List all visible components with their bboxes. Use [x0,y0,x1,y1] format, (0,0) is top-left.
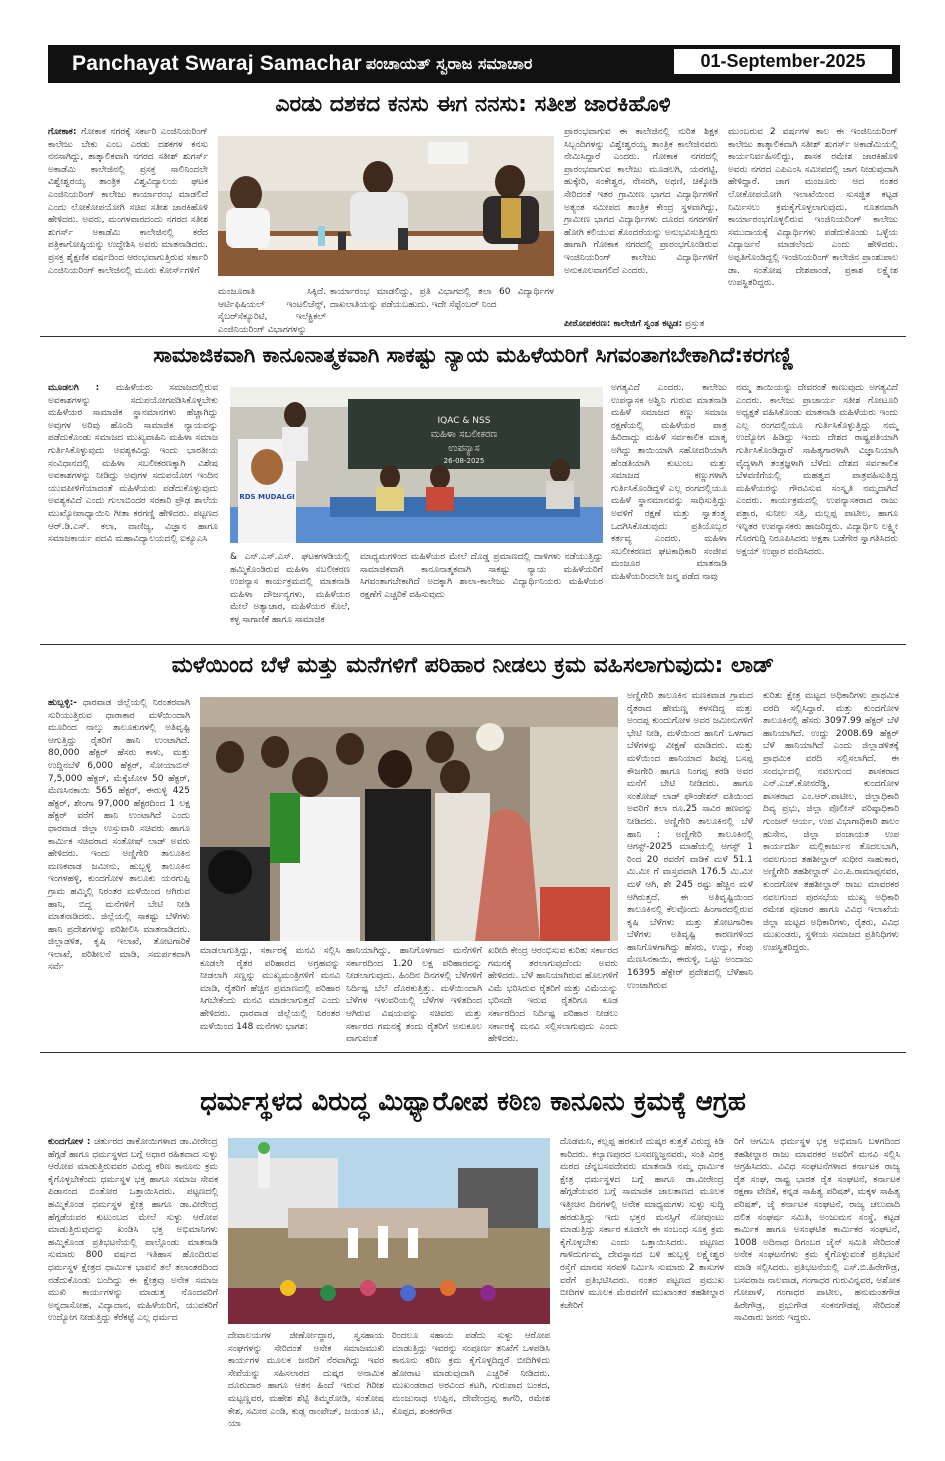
article3-col1-text: ಧಾರವಾಡ ಜಿಲ್ಲೆಯಲ್ಲಿ ನಿರಂತರವಾಗಿ ಸುರಿಯುತ್ತಿರುವ ಧಾರಾಕಾರ ಮಳೆಯಿಂದಾಗಿ ಮೂರಿಂದ ನಾಲ್ಕು ತಾಲೂಕುಗಳಲ್ಲಿ ಅತಿವೃಷ್ಟಿ ಆಗುತ್ತಿದ್ದು ರೈತರಿಗೆ ಹಾನಿ ಉಂಟಾಗಿದೆ. 80,000 ಹೆಕ್ಟರ್ ಹೆಸರು ಕಾಳು, ಮತ್ತು ಉದ್ದಿನಬೆಳೆ 6,000 ಹೆಕ್ಟರ್, ಸೋಯಾಬಿನ್ 7,5,000 ಹೆಕ್ಟರ್, ಮೆಕ್ಕೆಜೋಳ 50 ಹೆಕ್ಟರ್, ಮೆಣಸಿನಕಾಯಿ 565 ಹೆಕ್ಟರ್, ಈರುಳ್ಳಿ 425 ಹೆಕ್ಟರ್, ಶೇಂಗಾ 97,000 ಹೆಕ್ಟರದಿಂದ 1 ಲಕ್ಷ ಹೆಕ್ಟರ್ ವರೆಗೆ ಹಾನಿ ಉಂಟಾಗಿದೆ ಎಂದು ಧಾರವಾಡ ಜಿಲ್ಲಾ ಉಸ್ತುವಾರಿ ಸಚಿವರು ಹಾಗೂ ಕಾರ್ಮಿಕ ಸಚಿವರಾದ ಸಂತೋಷ್ ಲಾಡ್ ಅವರು ಹೇಳಿದರು. ಇಂದು ಅಣ್ಣಿಗೇರಿ ತಾಲೂಕಿನ ಮಣಕವಾಡ ಜಮೀನು, ಹುಬ್ಬಳ್ಳಿ ತಾಲೂಕಿನ ಇಂಗಳಹಳ್ಳಿ, ಕುಂದಗೋಳ ತಾಲೂಕು ಯರಗುಪ್ಪಿ ಗ್ರಾಮ ಹಮ್ಮಿಲ್ಲಿ ನಿರಂತರ ಮಳೆಯಿಂದ ಆಗಿರುವ ಹಾನಿ, ಬಿದ್ದ ಮನೆಗಳಿಗೆ ಬೇಟಿ ನೀಡಿ ಮಾತನಾಡಿದರು. ಜಿಲ್ಲೆಯಲ್ಲಿ ಸಾಕಷ್ಟು ಬೆಳೆಗಳು ಹಾನಿ ಪ್ರದೇಶಗಳನ್ನು ಪರಿಶೀಲಿಸಿ ಮಾತನಾಡಿದರು. ಜಿಲ್ಲಾಡಳಿತ, ಕೃಷಿ ಇಲಾಖೆ, ತೋಟಗಾರಿಕೆ ಇಲಾಖೆ, ಪರಿಶೀಲನೆ ಮಾಡಿ, ಸಮರ್ಪಕವಾಗಿ ಸರ್ವೆ [48,698,190,973]
article4-col4: ರಿಗೆ ಆಗಮಿಸಿ ಧರ್ಮಸ್ಥಳ ಭಕ್ತ ಅಭಿಮಾನಿ ಬಳಗದಿಂದ ತಹಶೀಲ್ದಾರ ರಾಜು ಮಾವರಕರ ಅವರಿಗೆ ಮನವಿ ಸಲ್ಲಿಸಿ ಆಗ್ರಹಿಸಿದರು. ವಿವಿಧ ಸಂಘಟನೆಗಳಾದ ಕರ್ನಾಟಕ ರಾಜ್ಯ ರೈತ ಸಂಘ, ರಾಷ್ಟ್ರ ಭಾರತ ರೈತ ಸಂಘಟನೆ, ಕರ್ನಾಟಕ ರಕ್ಷಣಾ ವೇದಿಕೆ, ಕನ್ನಡ ಸಾಹಿತ್ಯ ಪರಿಷತ್, ಮಕ್ಕಳ ಸಾಹಿತ್ಯ ಪರಿಷತ್, ಜೈ ಕರ್ನಾಟಕ ಸಂಘಟನೆ, ರಾಜ್ಯ ಚಲುವಾದಿ ದಲಿತ ಸಂಘರ್ಷ ಸಮಿತಿ, ಅಂಜುಮನ ಸಂಸ್ಥೆ, ಕಟ್ಟಡ ಕಾರ್ಮಿಕ ಹಾಗೂ ಅಸಂಘಟಿತ ಕಾರ್ಮಿಕರ ಸಂಘಟನೆ, 1008 ಅದಿನಾಥ ದಿಗಂಬರ ಜೈನ್ ಸಮಿತಿ ಸೇರಿದಂತೆ ಅನೇಕ ಸಂಘಟನೆಗಳು ಕ್ರಮ ಕೈಗೊಳ್ಳುವಂತೆ ಪ್ರತಿಭಟನೆ ಮಾಡಿ ಸಲ್ಲಿಸಿದರು. ಪ್ರತಿಭಟನೆಯಲ್ಲಿ ಎಸ್.ಬಿ.ಹಿರೇಗೌಡ್ರ, ಬಸವರಾಜ ನಾಲವಾಡ, ಗಂಗಾಧರ ಗುರುವಿನ್ನವರ, ಅಶೋಕ ಗೋಪಾಳೆ, ಗಂಗಾಧರ ಪಾಟೀಲ, ಹನುಮಂತಗೌಡ ಹಿರೇಗೌಡ್ರ, ಪ್ರಭುಗೌಡ ಸಂಕನಗೌಡಪ್ಪ ಸೇರಿದಂತೆ ಸಾವಿರಾರು ಜನರು ಇದ್ದರು. [734,1137,900,1324]
article1-col1 [48,126,208,326]
masthead [48,45,928,83]
article1-subhead: ಪೀಠೋಪಕರಣ: ಕಾಲೇಜಿಗೆ ಸ್ವಂತ ಕಟ್ಟಡ: [564,319,683,329]
article2-photo [230,387,603,543]
page-number: 2 [914,47,928,78]
article4-col1-text: ಚರ್ತುರದ ಡಾಕೋಯಿಗಳಾದ ಡಾ.ವೀರೇಂದ್ರ ಹೆಗ್ಗಡೆ ಹಾಗೂ ಧರ್ಮಸ್ಥಳದ ಬಗ್ಗೆ ಅಧಾರ ರಹಿತವಾದ ಸುಳ್ಳು ಆರೋಪ ಮಾಡುತ್ತಿರುವವರ ವಿರುದ್ಧ ಕಠಿಣ ಕಾನೂನು ಕ್ರಮ ಕೈಗೊಳ್ಳಬೇಕೆಂದು ಧರ್ಮಸ್ಥಳ ಭಕ್ತ ಹಾಗೂ ಸಮಾಜ ಸೇವಕ ಪಿಡಾನಂದ ಬಿಂತೋರ ಒತ್ತಾಯಿಸಿದರು. ಪಟ್ಟಣದಲ್ಲಿ ಹಮ್ಮಿಕೊಂಡ ಧರ್ಮಸ್ಥಳ ಕ್ಷೇತ್ರ ಹಾಗೂ ಡಾ.ವೀರೇಂದ್ರ ಹೆಗ್ಗಡೆಯವರ ಕುಟುಂಬದ ಮೇಲೆ ಸುಳ್ಳು ಆರೋಪ ಮಾಡುತ್ತಿರುವುದನ್ನು ಖಂಡಿಸಿ ಭಕ್ತ ಅಭಿಮಾನಿಗಳು ಹಮ್ಮಿಕೊಂಡ ಪ್ರತಿಭಟನೆಯಲ್ಲಿ ಪಾಲ್ಗೊಂಡು ಮಾತನಾಡಿ ಸುಮಾರು 800 ವರ್ಷದ ಇತಿಹಾಸ ಹೊಂದಿರುವ ಧರ್ಮಸ್ಥಳ ಕ್ಷೇತ್ರದ ಧಾರ್ಮಿಕ ಭಾವನೆ ತಲೆ ತಲಾಂತರದಿಂದ ನಡೆದುಕೊಂಡು ಬಂದಿದ್ದು ಈ ಕ್ಷೇತ್ರವು ಅನೇಕ ಸಮಾಜ ಮುಖಿ ಕಾರ್ಯಗಳನ್ನು ಮಾಡುತ್ತ ನೊಂದವರಿಗೆ ಅನ್ನದಾಸೋಹ, ವಿದ್ಯಾದಾನ, ಮಹಿಳೆಯರಿಗೆ, ಯುವಕರಿಗೆ ಉದ್ಯೋಗ ನೀಡುತ್ತಿದ್ದು ಕೆರೆಕಟ್ಟೆ ಎಲ್ಲ ಧರ್ಮದ [48,1137,218,1324]
banner-line4: 26-08-2025 [443,457,485,465]
article3-dateline: ಹುಬ್ಬಳ್ಳಿ:- [48,698,78,708]
article1-below-photo-a: ಮಂಜೂರಾತಿ ಸಿಕ್ಕಿದೆ. ಆರ್ಟಿಫಿಷಿಯಲ್ ಇಂಟಲಿಜೆನ್ಸ್, ಸೈಬರ್‌ಸೆಕ್ಯೂರಿಟಿ, ಇಲೆಕ್ಟ್ರಿಕಲ್ ಎಂಜಿನಿಯರಿಂಗ್ ವಿಭಾಗಗಳನ್ನು [218,287,326,335]
article1-col1-text: ಗೋಕಾಕ ನಗರಕ್ಕೆ ಸರ್ಕಾರಿ ಎಂಜಿನಿಯರಿಂಗ್ ಕಾಲೇಜು ಬೇಕು ಎಂಬ ಎರಡು ದಶಕಗಳ ಕನಸು ನನಸಾಗಿದ್ದು, ತಾತ್ಕಾಲಿಕವಾಗಿ ನಗರದ ಸತೀಶ್ ಶುಗರ್ಸ್ ಅಕಾಡೆಮಿ ಕಾಲೇಜಿನಲ್ಲಿ ಪ್ರಸಕ್ತ ಸಾಲಿನಿಂದಲೇ ವಿಶ್ವೇಶ್ವರಯ್ಯ ತಾಂತ್ರಿಕ ವಿಶ್ವವಿದ್ಯಾಲಯ ಘಟಕ ಎಂಜಿನಿಯರಿಂಗ್ ಕಾಲೇಜು ಕಾರ್ಯಾರಂಭ ಮಾಡಲಿದೆ ಎಂದು ಲೋಕೋಪಯೋಗಿ ಸಚಿವ ಸತೀಶ ಜಾರಕಿಹೊಳಿ ಹೇಳಿದರು. ಅವರು, ಮಂಗಳವಾರದಂದು ನಗರದ ಸತೀಶ ಶುಗರ್ಸ್ ಅಕಾಡೆಮಿ ಕಾಲೇಜಿನಲ್ಲಿ ಕರೆದ ಪತ್ರಿಕಾಗೋಷ್ಠಿಯನ್ನು ಉದ್ದೇಶಿಸಿ ಅವರು ಮಾತನಾಡಿದರು. ಪ್ರಸಕ್ತ ಶೈಕ್ಷಣಿಕ ವರ್ಷದಿಂದ ಆರಂಭವಾಗುತ್ತಿರುವ ಸರ್ಕಾರಿ ಎಂಜಿನಿಯರಿಂಗ್ ಕಾಲೇಜಿನಲ್ಲಿ ಮೂರು ಕೋರ್ಸ್‌ಗಳಿಗೆ [48,127,208,276]
banner-line3: ಉಪನ್ಯಾಸ [448,443,480,454]
article4-below-photo-a: ದೇವಾಲಯಗಳ ಜೀರ್ಣೋದ್ಧಾರ, ಸ್ವಸಹಾಯ ಸಂಘಗಳನ್ನು ಸೇರಿದಂತೆ ಅನೇಕ ಸಮಾಜಮುಖಿ ಕಾರ್ಯಗಳ ಮೂಲಕ ಜನರಿಗೆ ನೆರವಾಗಿದ್ದು ಇವರ ಸೇವೆಯನ್ನು ಸಹಿಸಲಾರದ ದುಷ್ಕರ ಅನಾಮಿಕ ದೂರುದಾರ ಹಾಗೂ ಆತನ ಹಿಂದೆ ಇರುವ ಗಿರೀಶ ಮಟ್ಟಣ್ಣವರ, ಮಹೇಶ ಶೆಟ್ಟಿ ತಿಮ್ಮರೋಡಿ, ಸಂತೋಷ ಕೇಶ, ಸಮೀರ ಎಂಡಿ, ಕುಡ್ಲ ರಾಂಪೇಜ್, ಜಯಂತ ಟಿ., ಯಾ [228,1331,384,1430]
section-divider [40,644,906,645]
article4-photo [228,1138,550,1324]
article3-below-photo-c: ಖರೀದಿ ಕೇಂದ್ರ ಆರಂಭಿಸುವ ಕುರಿತು ಸರ್ಕಾರದ ಗಮನಕ್ಕೆ ತರಲಾಗುವುದೆಂದು ಅವರು ಹೇಳಿದರು. ಬೆಳೆ ಹಾನಿಯಾಗಿರುವ ಹೊಲಗಳಿಗೆ ವಿಮೆ ಭರಿಸಿರುವ ರೈತರಿಗೆ ಮತ್ತು ವಿಮೆಯನ್ನು ಭರಿಸದೇ ಇರುವ ರೈತರಿಗೂ ಕೂಡ ಸರ್ಕಾರದಿಂದ ನಿರ್ದಿಷ್ಟ ಪರಿಹಾರ ನೀಡಲು ಸರ್ಕಾರಕ್ಕೆ ಮನವಿ ಸಲ್ಲಿಸಲಾಗುವುದು ಎಂದು ಹೇಳಿದರು. [488,946,618,1045]
article1-photo [218,136,554,276]
masthead-title-kannada: ಪಂಚಾಯತ್ ಸ್ವರಾಜ ಸಮಾಚಾರ [365,54,533,73]
banner-line1: IQAC & NSS [437,416,491,426]
article1-col3: ಪ್ರಾರಂಭವಾಗುವ ಈ ಕಾಲೇಜಿನಲ್ಲಿ ನುರಿತ ಶಿಕ್ಷಕ ಸಿಬ್ಬಂದಿಗಳನ್ನು ವಿಶ್ವೇಶ್ವರಯ್ಯ ತಾಂತ್ರಿಕ ಕಾಲೇಜಿನವರು ನೇಮಿಸಿದ್ದಾರೆ ಎಂದರು. ಗೋಕಾಕ ನಗರದಲ್ಲಿ ಪ್ರಾರಂಭವಾಗುವ ಕಾಲೇಜು ಮೂಡಲಗಿ, ಯರಗಟ್ಟಿ, ಹುಕ್ಕೇರಿ, ಸಂಕೇಶ್ವರ, ನೇಸರಗಿ, ಅಥಣಿ, ಚಿಕ್ಕೋಡಿ ಸೇರಿದಂತೆ ಇತರ ಗ್ರಾಮೀಣ ಭಾಗದ ವಿದ್ಯಾರ್ಥಿಗಳಿಗೆ ಅತ್ಯಂತ ಸಮೀಪದ ತಾಂತ್ರಿಕ ಕೇಂದ್ರ ಸ್ಥಳವಾಗಿದ್ದು, ಗ್ರಾಮೀಣ ಭಾಗದ ವಿದ್ಯಾರ್ಥಿಗಳು ದೂರದ ನಗರಗಳಿಗೆ ಹೋಗಿ ಕಲಿಯುವ ತೊಂದರೆಯನ್ನು ಅನುಭವಿಸುತ್ತಿದ್ದರು ಹಾಗಾಗಿ ಗೋಕಾಕ ನಗರದಲ್ಲಿ ಪ್ರಾರಂಭಗೊಂಡಿರುವ ಇಂಜಿನಿಯರಿಂಗ್ ಕಾಲೇಜು ವಿದ್ಯಾರ್ಥಿಗಳಿಗೆ ಅನುಕೂಲವಾಗಲಿದೆ ಎಂದರು. [564,127,718,276]
article4-col1 [48,1136,218,1431]
banner-line2: ಮಹಿಳಾ ಸಬಲೀಕರಣ [430,429,498,440]
article3-col4: ಕುರಿತು ಕ್ಷೇತ್ರ ಮಟ್ಟದ ಅಧಿಕಾರಿಗಳು ಪ್ರಾಥಮಿಕ ವರದಿ ಸಲ್ಲಿಸಿದ್ದಾರೆ. ಮತ್ತು ಕುಂದಗೋಳ ತಾಲೂಕಿನಲ್ಲಿ ಹೆಸರು 3097.99 ಹೆಕ್ಟರ್ ಬೆಳೆ ಹಾನಿಯಾಗಿದೆ. ಉದ್ದು 2008.69 ಹೆಕ್ಟರ್ ಬೆಳೆ ಹಾನಿಯಾಗಿದೆ ಎಂದು ಜಿಲ್ಲಾಡಳಿತಕ್ಕೆ ಪ್ರಾಥಮಿಕ ವರದಿ ಸಲ್ಲಿಸಲಾಗಿದೆ. ಈ ಸಂದರ್ಭದಲ್ಲಿ ನವಲಗುಂದ ಶಾಸಕರಾದ ಎನ್.ಎಚ್.ಕೋನರೆಡ್ಡಿ, ಕುಂದಗೋಳ ಶಾಸಕರಾದ ಎಂ.ಆರ್.ಪಾಟೀಲ, ಜಿಲ್ಲಾಧಿಕಾರಿ ದಿವ್ಯ ಪ್ರಭು, ಜಿಲ್ಲಾ ಪೊಲೀಸ್ ವರಿಷ್ಠಾಧಿಕಾರಿ ಗುಂಜನ್ ಆರ್ಯ, ಉಪ ವಿಭಾಗಾಧಿಕಾರಿ ಶಾಲಂ ಹುಸೇನ, ಜಿಲ್ಲಾ ಪಂಚಾಯತ ಉಪ ಕಾರ್ಯದರ್ಶಿ ಮಲ್ಲಿಕಾರ್ಜುನ ತೊದಲಬಾಗಿ, ನವಲಗುಂದ ತಹಶೀಲ್ದಾರ್ ಸುಧೀರ ಸಾಹುಕಾರ, ಅಣ್ಣಿಗೇರಿ ತಹಶೀಲ್ದಾರ್ ಎಂ.ಪಿ.ರಾಮಾಪ್ಪನವರ, ಕುಂದಗೋಳ ತಹಶೀಲ್ದಾರ್ ರಾಜು ಮಾವರಕರ ನವಲಗುಂದ ಪುರಸಭೆಯ ಮುಖ್ಯ ಅಧಿಕಾರಿ ರಮೇಶ ಪೂಜಾರ ಹಾಗೂ ವಿವಿಧ ಇಲಾಖೆಯ ಜಿಲ್ಲಾ ಮಟ್ಟದ ಅಧಿಕಾರಿಗಳು, ರೈತರು, ವಿವಿಧ ಮುಖಂಡರು, ಸ್ಥಳೀಯ ಸಮಾಜದ ಪ್ರತಿನಿಧಿಗಳು ಉಪಸ್ಥಿತರಿದ್ದರು. [763,691,899,953]
article3-photo [200,697,618,941]
article2-headline: ಸಾಮಾಜಿಕವಾಗಿ ಕಾನೂನಾತ್ಮಕವಾಗಿ ಸಾಕಷ್ಟು ನ್ಯಾಯ ಮಹಿಳೆಯರಿಗೆ ಸಿಗವಂತಾಗಬೇಕಾಗಿದೆ:ಕರಗಣ್ಣಿ [153,343,793,367]
article3-headline: ಮಳೆಯಿಂದ ಬೆಳೆ ಮತ್ತು ಮನೆಗಳಿಗೆ ಪರಿಹಾರ ನೀಡಲು ಕ್ರಮ ವಹಿಸಲಾಗುವುದು: ಲಾಡ್ [171,653,775,678]
article1-col3-tail: ಪ್ರಸ್ತುತ [685,319,705,329]
article1-col4: ಮುಂಬರುವ 2 ವರ್ಷಗಳ ಕಾಲ ಈ ಇಂಜಿನಿಯರಿಂಗ್ ಕಾಲೇಜು ತಾತ್ಕಾಲಿಕವಾಗಿ ಸತೀಶ್ ಶುಗರ್ಸ್ ಅಕಾಡೆಮಿಯಲ್ಲಿ ಕಾರ್ಯನಿರ್ವಹಿಸಲಿದ್ದು, ಶಾಸಕ ರಮೇಶ ಜಾರಕಿಹೊಳಿ ಅವರು ನಗರದ ಎಪಿಎಂಸಿ ಸಮೀಪದಲ್ಲಿ ಜಾಗ ನೀಡುವುದಾಗಿ ಹೇಳಿದ್ದಾರೆ. ಜಾಗ ಮಂಜೂರು ಆದ ನಂತರ ಲೋಕೋಪಯೋಗಿ ಇಲಾಖೆಯಿಂದ ಸುಸಜ್ಜಿತ ಕಟ್ಟಡ ನಿರ್ಮಿಸಲು ಕ್ರಮಕೈಗೊಳ್ಳಲಾಗುವುದು. ನೂತನವಾಗಿ ಕಾರ್ಯಾರಂಭಗೊಳ್ಳಲಿರುವ ಇಂಜಿನಿಯರಿಂಗ್ ಕಾಲೇಜು ಸಮುದಾಯಕ್ಕೆ ವಿದ್ಯಾರ್ಥಿಗಳು ಪಡೆದುಕೊಂಡು ಒಳ್ಳೆಯ ವಿದ್ಯಾರ್ಜನೆ ಮಾಡಲೆಂದು ಎಂದು ಹೇಳಿದರು. ಅಪ್ಪತಿಗೊಂಡಿದ್ದಲ್ಲಿ ಇಂಜಿನಿಯರಿಂಗ್ ಕಾಲೇಜಿನ ಪ್ರಾಂಶುಪಾಲ ಡಾ. ಸಂತೋಷ ದೇಶಪಾಂಡೆ, ಪ್ರಕಾಶ ಲಕ್ಷ್ಮೇಶ ಉಪಸ್ಥಿತರಿದ್ದರು. [728,127,898,289]
issue-date: 01-September-2025 [674,49,892,74]
article2-col4: ನಮ್ಮ ತಾಯಿಯನ್ನು ದೇವರಂತೆ ಕಾಣುವುದು ಅಗತ್ಯವಿದೆ ಎಂದರು. ಕಾಲೇಜು ಪ್ರಾಚಾರ್ಯ ಸತೀಶ ಗೋಟೂರಿ ಅಧ್ಯಕ್ಷತೆ ವಹಿಸಿಕೊಂಡು ಮಾತನಾಡಿ ಮಹಿಳೆಯರು ಇಂದು ಎಲ್ಲ ರಂಗದಲ್ಲಿಯೂ ಗುರ್ತಿಸಿಕೊಳ್ಳುತ್ತಿದ್ದು ನಮ್ಮ ಉದ್ಯೋಗ ಹಿಡಿದ್ದು ಇಂದು ದೇಶದ ರಾಷ್ಟ್ರಪತಿಯಾಗಿ ಗುರ್ತಿಸಿಕೊಂಡಿದ್ದಾರೆ ಸಾಹಿತ್ಯಗಾರಳಾಗಿ ವಿಜ್ಞಾನಿಯಾಗಿ ವೈದ್ಯಳಾಗಿ ತಂತ್ರಜ್ಞಳಾಗಿ ಬೆಳೆದು ದೇಶದ ಸರ್ವಕಾಲಿಕ ಬೆಳವಣಿಗೆಯಲ್ಲಿ ಮಹತ್ವದ ಪಾತ್ರವಹಿಸುತ್ತಿದ್ದ ಮಹಿಳೆಯರನ್ನು ಗೌರವಿಸುವ ಸಂಸ್ಕೃತಿ ನಮ್ಮದಾಗಿದೆ ಎಂದರು. ಕಾರ್ಯಕ್ರಮದಲ್ಲಿ ಉಪನ್ಯಾಸಕರಾದ ರಾಜು ಪತ್ತಾರ, ಸುನೀಲ ಸತ್ತಿ, ಮಲ್ಲಪ್ಪ ಪಾಟೀಲ, ಹಾಗೂ ಇನ್ನಿತರ ಉಪನ್ಯಾಸಕರು ಹಾಜರಿದ್ದರು. ವಿದ್ಯಾರ್ಥಿನಿ ಲಕ್ಷ್ಮೀ ಗೊರಗುದ್ದಿ ನಿರೂಪಿಸಿದರು ಅಕ್ಷತಾ ಬಡೆಗೇರ ಸ್ವಾಗತಿಸಿದರು ಅಕ್ಷಯ್ ಉಪ್ಪಾರ ವಂದಿಸಿದರು. [736,383,898,557]
article1-col3-tail-line [564,318,718,331]
article3-col3: ಅಣ್ಣಿಗೇರಿ ತಾಲೂಕಿನ ಮಣಕವಾಡ ಗ್ರಾಮದ ರೈತರಾದ ಹೇಮಣ್ಣ ಕಳಸದಿದ್ದ ಮತ್ತು ಅಂದಪ್ಪ ಕುಂದುಗೋಳ ಅವರ ಜಮೀನುಗಳಿಗೆ ಭೇಟಿ ನೀಡಿ, ಮಳೆಯಿಂದ ಹಾನಿಗೆ ಒಳಗಾದ ಬೆಳೆಗಳನ್ನು ವೀಕ್ಷಣೆ ಮಾಡಿದರು. ಮತ್ತು ಮಳೆಯಿಂದ ಹಾನಿಯಾದ ಶಿವಪ್ಪ ಬಸಪ್ಪ ಕೌಜಗೇರಿ ಹಾಗೂ ನಿಂಗಪ್ಪ ಕರಡಿ ಅವರ ಮನೆಗೆ ಬೇಟಿ ನೀಡಿದರು. ಹಾಗೂ ಸಂತೋಷ್ ಲಾಡ್ ಫೌಂಡೇಶನ್ ವತಿಯಿಂದ ಅವರಿಗೆ ತಲಾ ರೂ.25 ಸಾವಿರ ಹಣವನ್ನು ನೀಡಿದರು. ಅಣ್ಣಿಗೇರಿ ತಾಲೂಕಿನಲ್ಲಿ ಬೆಳೆ ಹಾನಿ : ಅಣ್ಣಿಗೇರಿ ತಾಲೂಕಿನಲ್ಲಿ ಆಗಸ್ಟ್-2025 ಮಾಹೆಯಲ್ಲಿ ಆಗಸ್ಟ್ 1 ರಿಂದ 20 ರವರೆಗೆ ವಾಡಿಕೆ ಮಳೆ 51.1 ಮಿ.ಮೀ ಗೆ ವಾಸ್ತವವಾಗಿ 176.5 ಮಿ.ಮೀ ಮಳೆ ಆಗಿ, ಶೇ 245 ರಷ್ಟು ಹೆಚ್ಚಿನ ಮಳೆ ಆಗಿರುತ್ತದೆ. ಈ ಅತಿವೃಷ್ಟಿಯಿಂದ ತಾಲೂಕಿನಲ್ಲಿ ಕೆಲವೊಂದು ಹಿಂಗಾರದಲ್ಲಿರುವ ಕೃಷಿ ಬೆಳೆಗಳು ಮತ್ತು ತೋಟಗಾರಿಕಾ ಬೆಳೆಗಳು ಅತಿವೃಷ್ಟಿ ಕಾರಣಗಳಿಂದ ಹಾನಿಗೊಳಗಾಗಿದ್ದು ಹೆಸರು, ಉದ್ದು, ಕೆಂಪು ಮೆಣಸಿನಕಾಯಿ, ಈರುಳ್ಳಿ, ಒಟ್ಟು ಅಂದಾಜು 16395 ಹೆಕ್ಟೇರ್ ಪ್ರದೇಶದಲ್ಲಿ ಬೆಳೆಹಾನಿ ಉಂಟಾಗಿರುವ [627,691,753,991]
article1-headline: ಎರಡು ದಶಕದ ಕನಸು ಈಗ ನನಸು: ಸತೀಶ ಜಾರಕಿಹೊಳಿ [275,92,671,117]
article3-col1 [48,697,190,1032]
section-divider [40,1052,906,1053]
article2-below-photo-a: & ಎನ್.ಎಸ್.ಎಸ್. ಘಟಕಗಳಡಿಯಲ್ಲಿ ಹಮ್ಮಿಕೊಂಡಿರುವ ಮಹಿಳಾ ಸಬಲೀಕರಣ ಉಪನ್ಯಾಸ ಕಾರ್ಯಕ್ರಮದಲ್ಲಿ ಮಾತನಾಡಿ ಮಹಿಳಾ ದೌರ್ಜನ್ಯಗಳು, ಮಹಿಳೆಯರ ಮೇಲೆ ಅತ್ಯಾಚಾರ, ಮಹಿಳೆಯರ ಕೊಲೆ, ಕಳ್ಳ ಸಾಗಾಣಿಕೆ ಹಾಗೂ ಸಾಮಾಜಿಕ [230,552,350,625]
section-divider [40,336,906,337]
podium-label: RDS MUDALGI [239,493,295,501]
article4-below-photo-b: ರಿಂದಲೂ ಸಹಾಯ ಪಡೆದು ಸುಳ್ಳು ಆರೋಪ ಮಾಡುತ್ತಿದ್ದು ಇವರನ್ನು ಸಂಪೂರ್ಣ ತನಿಖೆಗೆ ಒಳಪಡಿಸಿ ಕಾನೂನು ಕಠಿಣ ಕ್ರಮ ಕೈಗೊಳ್ಳದಿದ್ದರೆ ಬೀದಿಗಿಳಿದು ಹೋರಾಟ ಮಾಡುವುದಾಗಿ ಎಚ್ಚರಿಕೆ ನೀಡಿದರು. ಮುಖಂಡರಾದ ಅರವಿಂದ ಕಟಗಿ, ಗುರುಪಾದ ಬಂಕದ, ಮಂಜುನಾಥ ಉಪ್ಪಿನ, ದೇವೇಂದ್ರಪ್ಪ ಕಾಗೆರಿ, ರಮೇಶ ಕೊಪ್ಪದ, ಶಂಕರಗೌಡ [392,1331,550,1417]
article1-dateline: ಗೋಕಾಕ: [48,127,77,137]
article2-col1-text: ಮಹಿಳೆಯರು ಸಮಾಜದಲ್ಲಿರುವ ಅವಕಾಶಗಳನ್ನು ಸದುಪಯೋಗಪಡಿಸಿಕೊಳ್ಳಬೇಕು ಮಹಿಳೆಯರ ಸಾಮಾಜಿಕ ಸ್ಥಾನಮಾನಗಳು ಹೆಚ್ಚಾಗಿದ್ದು ಅವುಗಳ ಅರಿವು ಹೊಂದಿ ಸಾಮಾಜಿಕ ನ್ಯಾಯವನ್ನು ಪಡೆದುಕೊಂಡು ಸಮಾಜದ ಮುಖ್ಯವಾಹಿನಿ ಮಹಿಳಾ ಸಮಾಜ ಗುರ್ತಿಸಿಕೊಳ್ಳುವುದು ಅವಶ್ಯಕವಿದ್ದು ಇಂದು ಭಾರತೀಯ ಸಂವಿಧಾನದಲ್ಲಿ ಮಹಿಳಾ ಸಬಲೀಕರಣಕ್ಕಾಗಿ ವಿಶೇಷ ಅವಕಾಶಗಳನ್ನು ನೀಡಿದ್ದು ಅವುಗಳ ಸದುಪಯೋಗ ಇಂದಿನ ಯುವಪೀಳಿಗೆಯಾದಂತೆ ಮಹಿಳೆಯರು ಪಡೆದುಕೊಳ್ಳುವುದು ಅವಶ್ಯಕವಿದೆ ಎಂದು ಗುಲಾಬಿಂದರ ಸರಕಾರಿ ಪ್ರೌಢ ಶಾಲೆಯ ಮುಖ್ಯೋಪಾಧ್ಯಾಯಿನಿ ಗೀತಾ ಕರಗಣ್ಣಿ ಹೇಳಿದರು. ಪಟ್ಟಣದ ಆರ್.ಡಿ.ಎಸ್. ಕಲಾ, ವಾಣಿಜ್ಯ, ವಿಜ್ಞಾನ ಹಾಗೂ ಸಮಾಜಕಾರ್ಯ ಪದವಿ ಮಹಾವಿದ್ಯಾಲಯದಲ್ಲಿ ಐಕ್ಯೂಎಸಿ [48,383,218,545]
article4-dateline: ಕುಂದಗೋಳ : [48,1137,91,1147]
article2-dateline: ಮೂಡಲಗಿ : [48,383,100,393]
masthead-title-english: Panchayat Swaraj Samachar [72,52,362,75]
article2-col3: ಅಗತ್ಯವಿದೆ ಎಂದರು. ಕಾಲೇಜು ಉಪನ್ಯಾಸಕ ಅಶ್ವಿನಿ ಗುರುವ ಮಾತನಾಡಿ ಮಹಿಳೆ ಸಮಾಜದ ಕಣ್ಣು ಸಮಾಜ ರಕ್ಷಣೆಯಲ್ಲಿ ಮಹಿಳೆಯರ ಪಾತ್ರ ಹಿರಿದಾದ್ದು ಮಹಿಳೆ ಸರ್ವಕಾಲಿಕ ಮಾತೃ ಅಗಿದ್ದು ತಾಯಿಯಾಗಿ ಸಹೋದರಿಯಾಗಿ ಹೆಂಡತಿಯಾಗಿ ಕುಟುಂಬ ಮತ್ತು ಸಮಾಜದ ಕಣ್ಣುಗಳಾಗಿ ಗುರ್ತಿಸಿಕೊಂಡಿದ್ದಳೆ ಎಲ್ಲ ರಂಗದಲ್ಲಿಯೂ ಮಹಿಳೆ ಸ್ಥಾನಮಾನವನ್ನು ಸಾಧಿಸುತ್ತಿದ್ದು ಅವಳಿಗೆ ರಕ್ಷಣೆ ಮತ್ತು ಸ್ವಾತಂತ್ರ್ಯ ಒದಗಿಸಿಕೊಡುವುದು ಪ್ರತಿಯೊಬ್ಬರ ಕರ್ತವ್ಯ ಎಂದರು. ಮಹಿಳಾ ಸಬಲೀಕರಣದ ಘಟಕಾಧಿಕಾರಿ ಸಂಜೀವ ಮಂಜೂರ ಮಾತನಾಡಿ ಮಹಿಳೆಯರಿಂದಲೇ ಜನ್ಮ ಪಡೆದ ನಾವು [611,383,727,582]
article3-below-photo-b: ಹಾನಿಯಾಗಿದ್ದು, ಹಾನಿಗೊಳಗಾದ ಮನೆಗಳಿಗೆ ಸರ್ಕಾರದಿಂದ 1.20 ಲಕ್ಷ ಪರಿಹಾರವನ್ನು ನೀಡಲಾಗುವುದು. ಹಿಂದಿನ ದಿನಗಳಲ್ಲಿ ಬೆಳೆಗಳಿಗೆ ನಿರ್ದಿಷ್ಟ ಬೆಲೆ ದೊರಕುತ್ತಿತ್ತು. ಮಳೆಯಿಂದಾಗಿ ಬೆಳೆಗಳ ಇಳುವರಿಯಲ್ಲಿ ಬೆಳೆಗಳ ಇಳಿತದಿಂದ ಆಗಿರುವ ವಿಷಯವನ್ನು ಸಚಿವರು ಮತ್ತು ಸರ್ಕಾರದ ಗಮನಕ್ಕೆ ತಂದು ರೈತರಿಗೆ ಅನುಕೂಲ ವಾಗುವಂತೆ [346,946,482,1045]
article4-headline: ಧರ್ಮಸ್ಥಳದ ವಿರುದ್ಧ ಮಿಥ್ಯಾರೋಪ ಕಠಿಣ ಕಾನೂನು ಕ್ರಮಕ್ಕೆ ಆಗ್ರಹ [200,1087,746,1117]
article3-below-photo-a: ಮಾಡಲಾಗುತ್ತಿದ್ದು, ಸರ್ಕಾರಕ್ಕೆ ಮನವಿ ಸಲ್ಲಿಸಿ ಕೂಡಲೇ ರೈತರ ಪರಿಹಾರದ ಅಗ್ರಹವನ್ನು ನೀಡಲಾಗಿ ಸಣ್ಣನ್ನು ಮುಖ್ಯಮಂತ್ರಿಗಳಿಗೆ ಮನವಿ ಮಾಡಿ, ರೈತರಿಗೆ ಹೆಚ್ಚಿನ ಪ್ರಮಾಣದಲ್ಲಿ ಪರಿಹಾರ ಸಿಗಬೇಕೆಂದು ಮನವಿ ಮಾಡಲಾಗುತ್ತದೆ ಎಂದು ಹೇಳಿದರು. ಧಾರವಾಡ ಜಿಲ್ಲೆಯಲ್ಲಿ ನಿರಂತರ ಮಳೆಯಿಂದ 148 ಮನೆಗಳು ಭಾಗಶ: [200,946,340,1032]
article2-below-photo-b: ಮಾಧ್ಯಮಗಳಿಂದ ಮಹಿಳೆಯರ ಮೇಲೆ ದೊಡ್ಡ ಪ್ರಮಾಣದಲ್ಲಿ ದಾಳಿಗಳು ನಡೆಯುತ್ತಿದ್ದು ಸಾಮಾಜಿಕವಾಗಿ ಕಾನೂನಾತ್ಮಕವಾಗಿ ಸಾಕಷ್ಟು ನ್ಯಾಯ ಮಹಿಳೆಯರಿಗೆ ಸಿಗವಂತಾಗಬೇಕಾಗಿದೆ ಅದಕ್ಕಾಗಿ ಶಾಲಾ-ಕಾಲೇಜು ವಿದ್ಯಾರ್ಥಿನಿಯರು ಮಹಿಳೆಯರ ರಕ್ಷಣೆಗೆ ಎಚ್ಚರಿಕೆ ವಹಿಸುವುದು [360,552,603,600]
article2-col1 [48,382,218,634]
article4-col3: ದೊಡಮನಿ, ಕಲ್ಲಪ್ಪ ಹರಕುಣಿ ದುಷ್ಕರ ಕುತ್ತತೆ ವಿರುದ್ಧ ಕಿಡಿ ಕಾರಿದರು. ಕಲ್ಯಾಣಪುರದ ಬಸವಣ್ಣಜ್ಜನವರು, ಸಂತಿ ವಿರಕ್ತ ಮಠದ ಚೆನ್ನಬಸವದೇವರು ಮಾತನಾಡಿ ನಮ್ಮ ಧಾರ್ಮಿಕ ಕ್ಷೇತ್ರ ಧರ್ಮಸ್ಥಳದ ಬಗ್ಗೆ ಹಾಗೂ ಡಾ.ವೀರೇಂದ್ರ ಹೆಗ್ಗಡೆಯವರ ಬಗ್ಗೆ ಸಾಮಾಜಿಕ ಜಾಲತಾಣದ ಮೂಲಕ ಇತ್ತೀಚಿನ ದಿನಗಳಲ್ಲಿ ಅನೇಕ ಮಾಧ್ಯಮಗಳು ಸುಳ್ಳು ಸುದ್ದಿ ಹರಡುತ್ತಿದ್ದು ಇದು ಭಕ್ತರ ಮನಸ್ಸಿಗೆ ನೋವುಂಟು ಮಾಡುತ್ತಿದ್ದು ಸರ್ಕಾರ ಕೂಡಲೇ ಈ ಸಂಬಂಧ ಸೂಕ್ತ ಕ್ರಮ ಕೈಗೊಳ್ಳಬೇಕು ಎಂದು ಒತ್ತಾಯಿಸಿದರು. ಪಟ್ಟಣದ ಗಾಳಿದುರ್ಗಮ್ಮ ದೇವಸ್ಥಾನದ ಬಳಿ ಹುಬ್ಬಳ್ಳಿ ಲಕ್ಷ್ಮೇಶ್ವರ ರಸ್ತೆಗೆ ಮಾನವ ಸರಪಳಿ ನಿರ್ಮಿಸಿ ಸುಮಾರು 2 ತಾಸುಗಳ ವರೆಗೆ ಪ್ರತಿಭಟಿಸಿದರು. ನಂತರ ಪಟ್ಟಣದ ಪ್ರಮುಖ ಬೀದಿಗಳ ಮೂಲಕ ಮೆರವಣಿಗೆ ಮುಖಾಂತರ ತಹಶೀಲ್ದಾರ ಕಚೇರಿಗೆ [560,1137,724,1311]
article1-below-photo-b: ಕಾರ್ಯಾರಂಭ ಮಾಡಲಿದ್ದು, ಪ್ರತಿ ವಿಭಾಗದಲ್ಲಿ ತಲಾ 60 ವಿದ್ಯಾರ್ಥಿಗಳ ದಾಖಲಾತಿಯನ್ನು ಪಡೆಯಬಹುದು. ಇದೇ ಸೆಪ್ಟೆಂಬರ್ ನಿಂದ [330,287,554,310]
